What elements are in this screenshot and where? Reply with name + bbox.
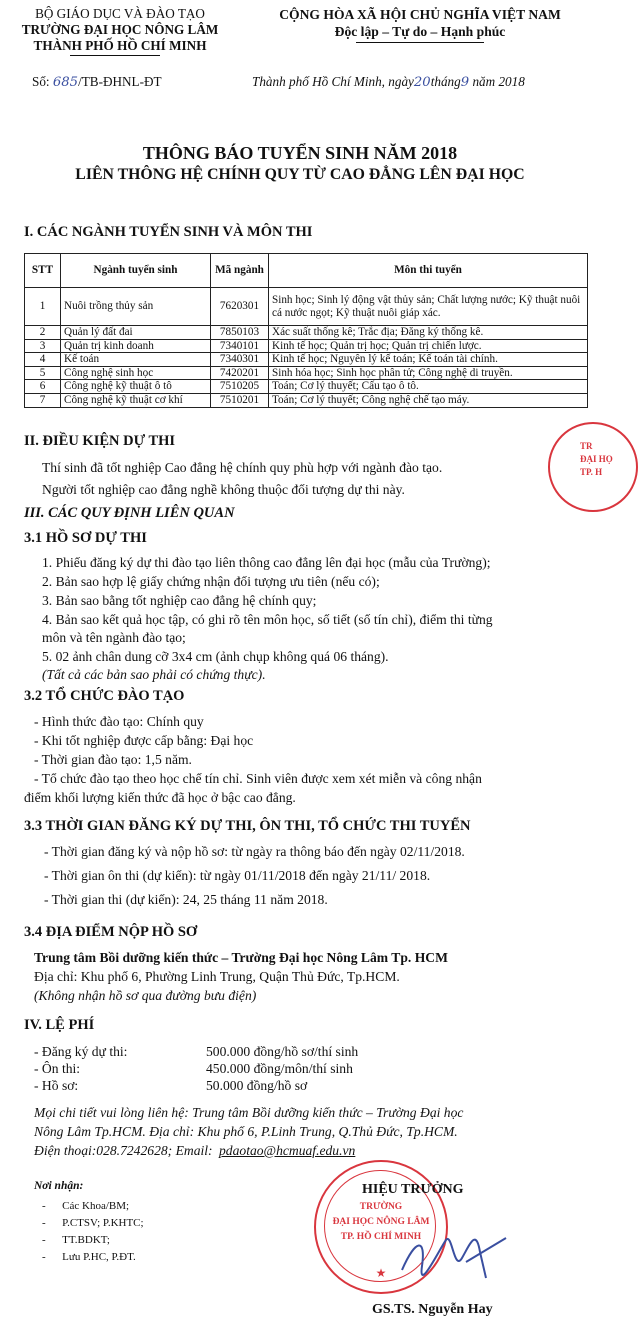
notice-subtitle: LIÊN THÔNG HỆ CHÍNH QUY TỪ CAO ĐẲNG LÊN ĐẠI HỌC — [75, 166, 525, 183]
list-item: 3. Bản sao bằng tốt nghiệp cao đẳng hệ chính quy; — [42, 593, 317, 608]
table-row: 6 Công nghệ kỹ thuật ô tô 7510205 Toán; Cơ lý thuyết; Cấu tạo ô tô. — [25, 380, 588, 394]
submission-address: Địa chỉ: Khu phố 6, Phường Linh Trung, Quận Thủ Đức, Tp.HCM. — [34, 969, 400, 984]
national-motto: Độc lập – Tự do – Hạnh phúc — [334, 24, 506, 39]
side-stamp-text: TR ĐẠI HỌ TP. H — [580, 441, 613, 477]
recipient-item: - Các Khoa/BM; — [42, 1200, 130, 1212]
table-row: 3 Quản trị kinh doanh 7340101 Kinh tế học; Quản trị học; Quản trị chiến lược. — [25, 339, 588, 353]
recipient-item: - TT.BDKT; — [42, 1234, 110, 1246]
list-item: - Thời gian đăng ký và nộp hồ sơ: từ ngày ra thông báo đến ngày 02/11/2018. — [44, 844, 465, 859]
section-1-heading: I. CÁC NGÀNH TUYỂN SINH VÀ MÔN THI — [24, 224, 313, 240]
recipient-item: - P.CTSV; P.KHTC; — [42, 1217, 144, 1229]
certification-note: (Tất cả các bản sao phải có chứng thực). — [42, 667, 266, 682]
issuer-block — [0, 6, 240, 54]
list-item: điểm khối lượng kiến thức đã học ở bậc cao đẳng. — [24, 790, 296, 805]
section-3-3-heading: 3.3 THỜI GIAN ĐĂNG KÝ DỰ THI, ÔN THI, TỔ CHỨC THI TUYỂN — [24, 818, 471, 834]
table-row: 1 Nuôi trồng thủy sản 7620301 Sinh học; Sinh lý động vật thủy sản; Chất lượng nước; Kỹ thuật nuôi cá nước ngọt; Kỹ thuật nuôi giáp xác. — [25, 288, 588, 326]
section-4-heading: IV. LỆ PHÍ — [24, 1017, 95, 1033]
list-item: - Thời gian đào tạo: 1,5 năm. — [34, 752, 192, 767]
col-subjects: Môn thi tuyển — [269, 254, 588, 288]
section-3-2-heading: 3.2 TỔ CHỨC ĐÀO TẠO — [24, 688, 185, 704]
col-code: Mã ngành — [211, 254, 269, 288]
list-item: - Thời gian ôn thi (dự kiến): từ ngày 01/11/2018 đến ngày 21/11/ 2018. — [44, 868, 431, 883]
email-link[interactable]: pdaotao@hcmuaf.edu.vn — [219, 1143, 356, 1158]
list-item: - Hình thức đào tạo: Chính quy — [34, 714, 204, 729]
handwritten-number: 685 — [52, 75, 79, 90]
signer-title: HIỆU TRƯỞNG — [362, 1182, 464, 1197]
table-row: 7 Công nghệ kỹ thuật cơ khí 7510201 Toán; Cơ lý thuyết; Công nghệ chế tạo máy. — [25, 393, 588, 407]
list-item: 1. Phiếu đăng ký dự thi đào tạo liên thông cao đẳng lên đại học (mẫu của Trường); — [42, 555, 491, 570]
issuer-underline — [70, 55, 160, 56]
list-item: môn và tên ngành đào tạo; — [42, 630, 186, 645]
signer-name: GS.TS. Nguyễn Hay — [372, 1302, 493, 1317]
stamp-star-icon: ★ — [375, 1266, 387, 1280]
side-stamp — [548, 422, 638, 512]
recipients-label: Nơi nhận: — [34, 1180, 84, 1192]
table-row: 5 Công nghệ sinh học 7420201 Sinh hóa học; Sinh học phân tử; Công nghệ di truyền. — [25, 366, 588, 380]
list-item: - Khi tốt nghiệp được cấp bằng: Đại học — [34, 733, 254, 748]
col-major: Ngành tuyển sinh — [61, 254, 211, 288]
contact-line-1: Mọi chi tiết vui lòng liên hệ: Trung tâm Bồi dưỡng kiến thức – Trường Đại học — [34, 1105, 464, 1120]
list-item: 5. 02 ảnh chân dung cỡ 3x4 cm (ảnh chụp không quá 06 tháng). — [42, 649, 389, 664]
fee-label: - Hồ sơ: — [34, 1078, 79, 1093]
fee-label: - Đăng ký dự thi: — [34, 1044, 128, 1059]
signature-icon — [396, 1218, 516, 1288]
city-name: THÀNH PHỐ HỒ CHÍ MINH — [33, 38, 207, 53]
condition-text-1: Thí sinh đã tốt nghiệp Cao đẳng hệ chính quy phù hợp với ngành đào tạo. — [42, 460, 443, 475]
majors-table — [24, 253, 588, 408]
list-item: 4. Bản sao kết quả học tập, có ghi rõ tên môn học, số tiết (số tín chỉ), điểm thi từng — [42, 612, 493, 627]
fee-value: 50.000 đồng/hồ sơ — [206, 1078, 308, 1093]
fee-label: - Ôn thi: — [34, 1061, 81, 1076]
section-3-1-heading: 3.1 HỒ SƠ DỰ THI — [24, 530, 147, 546]
stamp-text: TRƯỜNG ĐẠI HỌC NÔNG LÂM TP. HỒ CHÍ MINH — [332, 1202, 430, 1242]
section-2-heading: II. ĐIỀU KIỆN DỰ THI — [24, 433, 176, 449]
ministry-name: BỘ GIÁO DỤC VÀ ĐÀO TẠO — [35, 6, 205, 21]
contact-line-2: Nông Lâm Tp.HCM. Địa chỉ: Khu phố 6, P.Linh Trung, Q.Thủ Đức, Tp.HCM. — [34, 1124, 458, 1139]
section-3-heading: III. CÁC QUY ĐỊNH LIÊN QUAN — [24, 505, 235, 521]
recipient-item: - Lưu P.HC, P.ĐT. — [42, 1251, 136, 1263]
list-item: 2. Bản sao hợp lệ giấy chứng nhận đối tượng ưu tiên (nếu có); — [42, 574, 380, 589]
republic-name: CỘNG HÒA XÃ HỘI CHỦ NGHĨA VIỆT NAM — [279, 7, 561, 22]
list-item: - Tổ chức đào tạo theo học chế tín chỉ. Sinh viên được xem xét miễn và công nhận — [34, 771, 482, 786]
notice-title: THÔNG BÁO TUYỂN SINH NĂM 2018 — [142, 143, 458, 163]
fee-value: 500.000 đồng/hồ sơ/thí sinh — [206, 1044, 359, 1059]
section-3-4-heading: 3.4 ĐỊA ĐIỂM NỘP HỒ SƠ — [24, 924, 198, 940]
motto-underline — [356, 42, 484, 43]
issue-date: Thành phố Hồ Chí Minh, ngày20tháng9 năm 2018 — [252, 74, 525, 90]
table-row: 2 Quản lý đất đai 7850103 Xác suất thống kê; Trắc địa; Đăng ký thống kê. — [25, 326, 588, 340]
contact-line-3: Điện thoại:028.7242628; Email: pdaotao@hcmuaf.edu.vn — [34, 1143, 356, 1158]
submission-note: (Không nhận hồ sơ qua đường bưu điện) — [34, 988, 257, 1003]
condition-text-2: Người tốt nghiệp cao đẳng nghề không thuộc đối tượng dự thi này. — [42, 482, 405, 497]
document-number: Số: 685/TB-ĐHNL-ĐT — [32, 74, 162, 90]
list-item: - Thời gian thi (dự kiến): 24, 25 tháng 11 năm 2018. — [44, 892, 328, 907]
university-name: TRƯỜNG ĐẠI HỌC NÔNG LÂM — [21, 22, 219, 37]
table-header-row — [25, 254, 588, 288]
table-row: 4 Kế toán 7340301 Kinh tế học; Nguyên lý kế toán; Kế toán tài chính. — [25, 353, 588, 367]
republic-block — [240, 6, 600, 40]
fee-value: 450.000 đồng/môn/thí sinh — [206, 1061, 353, 1076]
submission-center: Trung tâm Bồi dưỡng kiến thức – Trường Đại học Nông Lâm Tp. HCM — [34, 950, 448, 965]
col-stt: STT — [25, 254, 61, 288]
